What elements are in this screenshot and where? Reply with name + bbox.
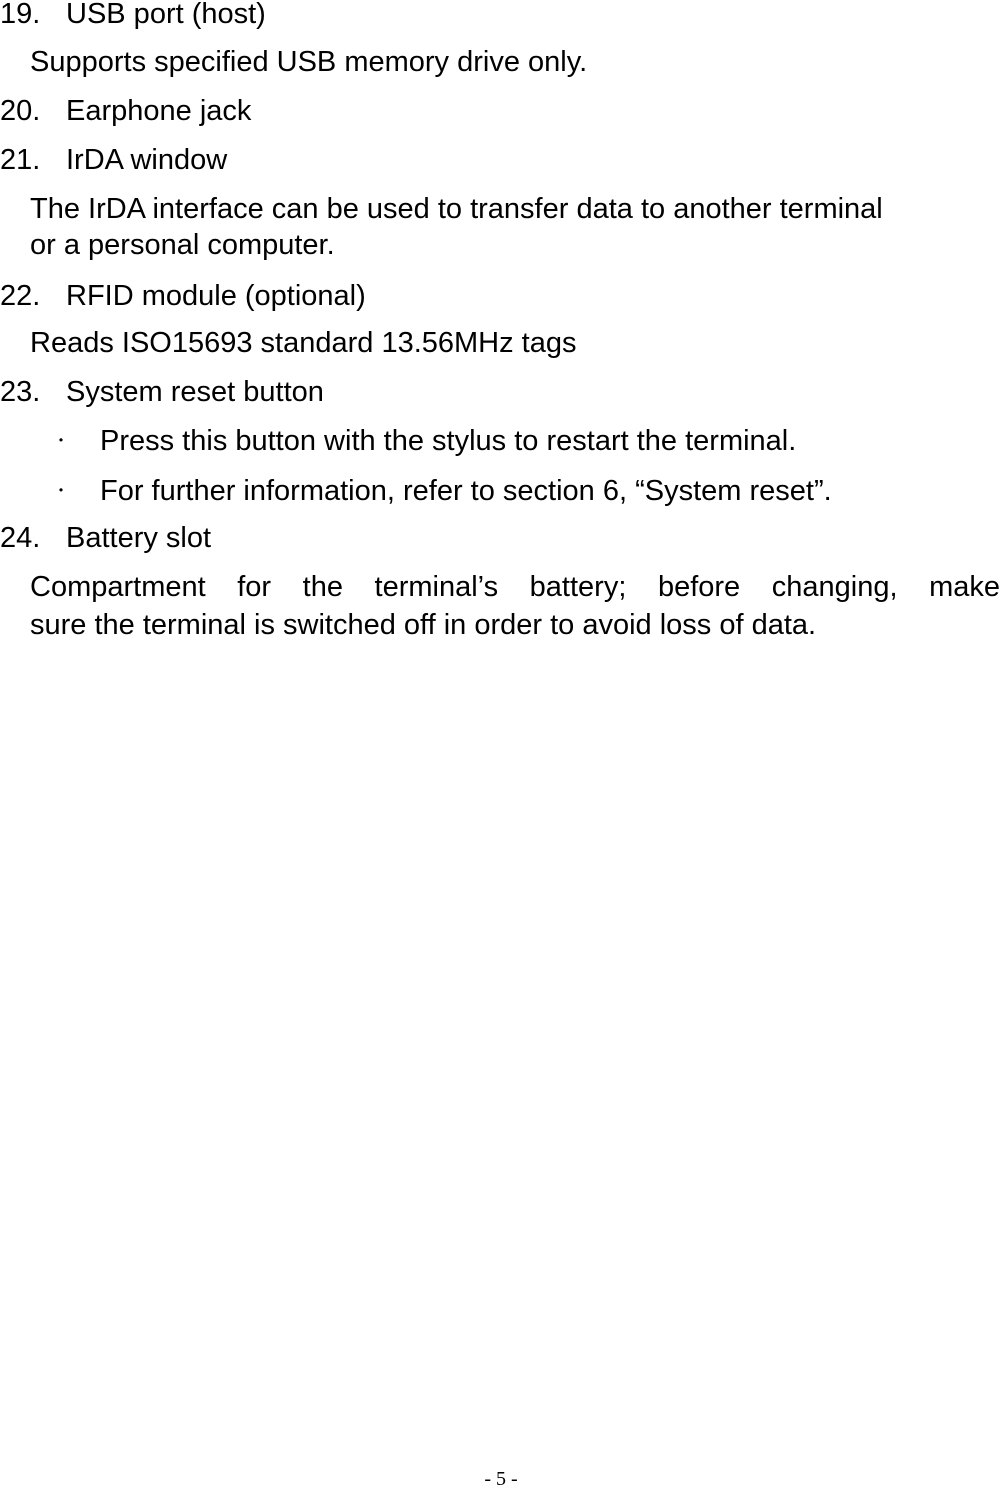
bullet-text: For further information, refer to section 6, “System reset”. — [100, 475, 832, 507]
item-title: System reset button — [66, 376, 324, 408]
item-number: 22. — [0, 280, 41, 312]
word: Compartment — [30, 571, 206, 603]
word: battery; — [529, 571, 627, 603]
item-title: Battery slot — [66, 522, 212, 554]
bullet-icon: ・ — [52, 481, 70, 501]
item-title: RFID module (optional) — [66, 280, 366, 312]
page-number: - 5 - — [484, 1468, 518, 1490]
item-title: IrDA window — [66, 144, 228, 176]
word: for — [237, 571, 272, 603]
item-description: Supports specified USB memory drive only. — [30, 46, 588, 78]
item-description: sure the terminal is switched off in order to avoid loss of data. — [30, 609, 817, 641]
item-number: 20. — [0, 95, 41, 127]
word: terminal’s — [374, 571, 499, 603]
word: changing, — [771, 571, 898, 603]
bullet-icon: ・ — [52, 431, 70, 451]
word: before — [657, 571, 741, 603]
item-description: The IrDA interface can be used to transfer data to another terminal — [30, 193, 883, 225]
item-number: 19. — [0, 0, 41, 30]
bullet-text: Press this button with the stylus to restart the terminal. — [100, 425, 797, 457]
item-description: Reads ISO15693 standard 13.56MHz tags — [30, 327, 577, 359]
item-description-justified — [30, 570, 1000, 604]
item-title: Earphone jack — [66, 95, 252, 127]
item-number: 21. — [0, 144, 41, 176]
word: make — [929, 571, 1000, 603]
word: the — [302, 571, 343, 603]
item-description: or a personal computer. — [30, 229, 335, 261]
item-number: 24. — [0, 522, 41, 554]
item-number: 23. — [0, 376, 41, 408]
item-title: USB port (host) — [66, 0, 266, 30]
